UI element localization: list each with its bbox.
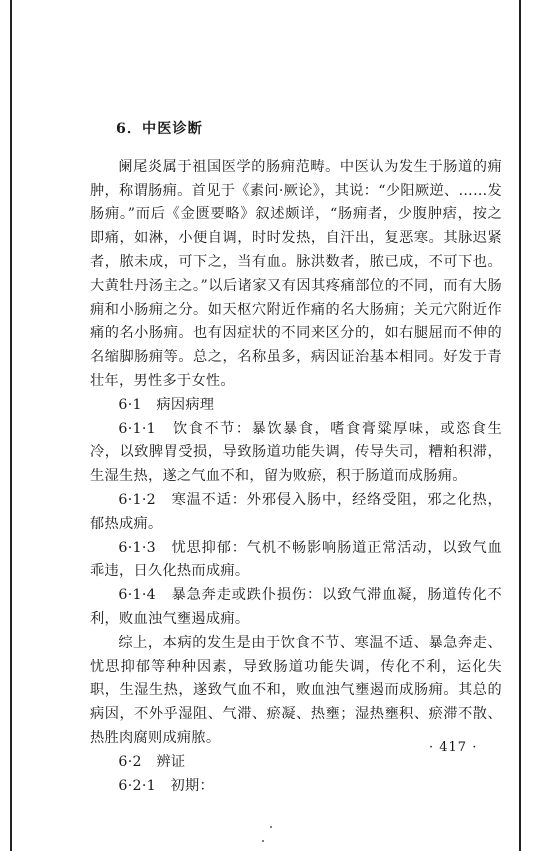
page-number: · 417 · <box>429 740 478 755</box>
item-6-1-2: 6·1·2 寒温不适：外邪侵入肠中，经络受阻，邪之化热，郁热成痈。 <box>90 491 502 532</box>
page-right-border <box>519 0 521 851</box>
intro-paragraph: 阑尾炎属于祖国医学的肠痈范畴。中医认为发生于肠道的痈肿，称谓肠痈。首见于《素问·厥论》，其说：“少阳厥逆、……发肠痈。”而后《金匮要略》叙述颇详，“肠痈者，少腹肿痞，按之即痛，如淋，小便自调，时时发热，自汗出，复恶寒。其脉迟紧者，脓未成，可下之，当有血。脉洪数者，脓已成，不可下也。大黄牡丹汤主之。”以后诸家又有因其疼痛部位的不同，而有大肠痈和小肠痈之分。如天枢穴附近作痛的名大肠痈；关元穴附近作痛的名小肠痈。也有因症状的不同来区分的，如右腿屈而不伸的名缩脚肠痈等。总之，名称虽多，病因证治基本相同。好发于青壮年，男性多于女性。 <box>90 158 502 389</box>
scan-speck <box>262 840 264 842</box>
subsection-heading-6-1: 6·1 病因病理 <box>118 396 215 413</box>
page-body <box>90 118 502 798</box>
item-6-1-1: 6·1·1 饮食不节：暴饮暴食，嗜食膏粱厚味，或恣食生冷，以致脾胃受损，导致肠道功能失调，传导失司，糟粕积滞，生湿生热，遂之气血不和，留为败瘀，积于肠道而成肠痈。 <box>90 420 502 485</box>
item-6-1-3: 6·1·3 忧思抑郁：气机不畅影响肠道正常活动，以致气血乖违，日久化热而成痈。 <box>90 539 502 580</box>
item-6-1-4: 6·1·4 暴急奔走或跌仆损伤：以致气滞血凝，肠道传化不利，败血浊气壅遏成痈。 <box>90 587 502 627</box>
scan-speck <box>270 826 272 828</box>
page-left-border <box>10 0 12 851</box>
section-heading: 6．中医诊断 <box>116 121 203 137</box>
subsection-heading-6-2: 6·2 辨证 <box>118 753 186 770</box>
summary-paragraph: 综上，本病的发生是由于饮食不节、寒温不适、暴急奔走、忧思抑郁等种种因素，导致肠道功能失调，传化不利，运化失职，生湿生热，遂致气血不和，败血浊气壅遏而成肠痈。其总的病因，不外乎湿阻、气滞、瘀凝、热壅；湿热壅积、瘀滞不散、热胜肉腐则成痈脓。 <box>90 634 502 746</box>
item-6-2-1: 6·2·1 初期： <box>118 777 214 794</box>
